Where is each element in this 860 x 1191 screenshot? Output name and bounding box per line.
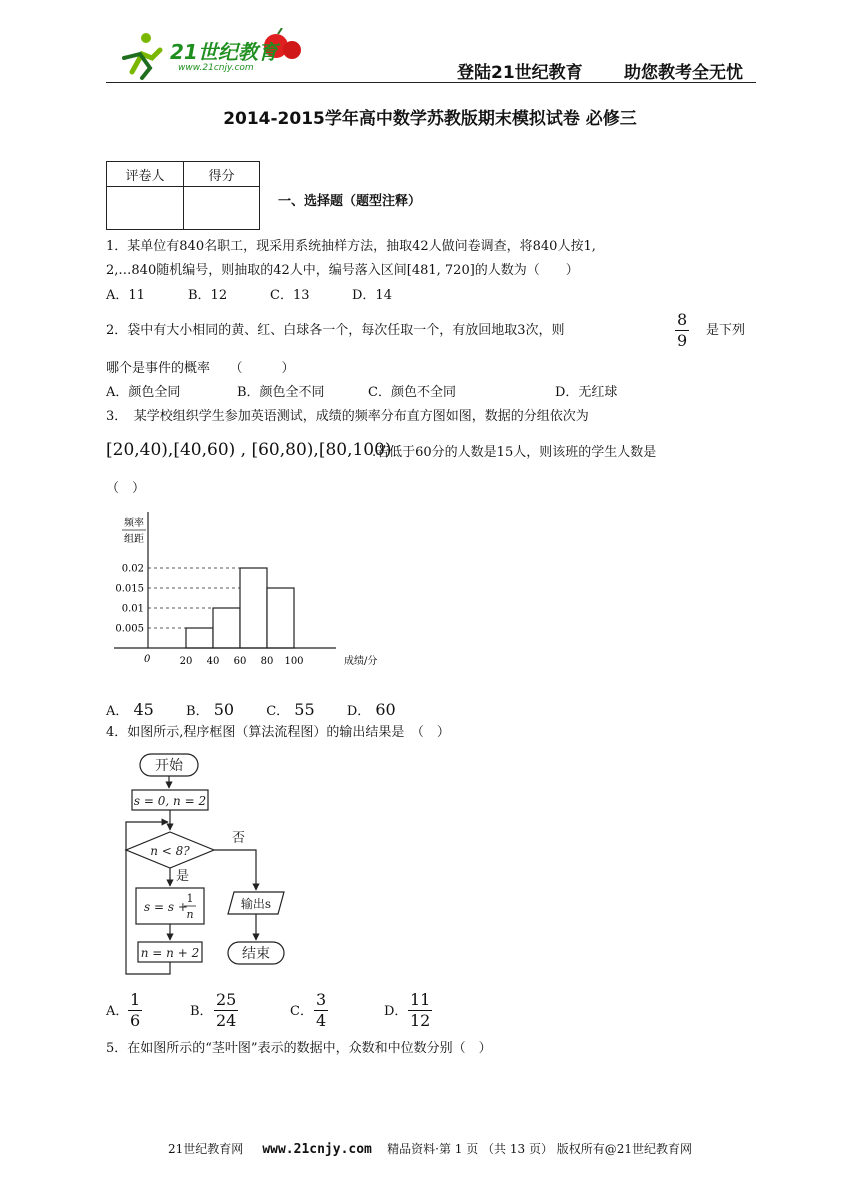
histogram-bar-80-100 <box>267 588 294 648</box>
y-axis-label-top: 频率 <box>124 518 144 529</box>
y-tick-0.01: 0.01 <box>121 603 144 615</box>
q1-option-d: D．14 <box>352 288 392 303</box>
x-axis-label: 成绩/分 <box>344 656 378 667</box>
x-tick-80: 80 <box>260 656 274 667</box>
q4-option-c-label: C． <box>290 1004 313 1019</box>
q4-option-d-label: D． <box>384 1004 408 1019</box>
q3-option-c-value: 55 <box>294 700 315 719</box>
flow-arrow-no <box>214 850 256 890</box>
flow-update-n-label: n = n + 2 <box>140 946 200 960</box>
q4-option-b-num: 25 <box>216 990 237 1009</box>
q2-option-c: C．颜色不全同 <box>368 385 456 400</box>
score-table-header-score: 得分 <box>184 162 260 187</box>
q4-option-b-fraction <box>214 990 238 1031</box>
flow-init-label: s = 0, n = 2 <box>133 794 207 808</box>
logo-url: www.21cnjy.com <box>178 63 254 73</box>
y-tick-0.02: 0.02 <box>121 563 144 575</box>
logo-text: 21世纪教育 <box>170 40 278 64</box>
header-slogan-right: 助您教考全无忧 <box>624 63 743 83</box>
q4-option-b-label: B． <box>190 1004 213 1019</box>
y-tick-0.015: 0.015 <box>115 583 144 595</box>
q3-options <box>106 700 396 721</box>
q2-option-d: D．无红球 <box>555 385 618 400</box>
q4-option-a-fraction <box>128 990 142 1031</box>
origin-label: 0 <box>144 654 151 665</box>
score-table-header-grader: 评卷人 <box>107 162 184 187</box>
q5-text-line1: 5．在如图所示的“茎叶图”表示的数据中，众数和中位数分别（ ） <box>106 1041 492 1056</box>
q2-option-b: B．颜色全不同 <box>237 385 325 400</box>
flow-end-label: 结束 <box>242 946 270 962</box>
section-title: 一、选择题（题型注释） <box>278 194 422 209</box>
q4-option-c-num: 3 <box>316 990 327 1009</box>
q3-text-line2: .若低于60分的人数是15人，则该班的学生人数是 <box>372 445 657 460</box>
q2-text-line2: 哪个是事件的概率 （ ） <box>106 361 295 376</box>
q4-option-b-den: 24 <box>216 1011 237 1030</box>
footer-url[interactable]: www.21cnjy.com <box>262 1142 372 1157</box>
q3-intervals: [20,40),[40,60) , [60,80),[80,100) <box>106 440 392 460</box>
q1-option-b: B．12 <box>188 288 228 303</box>
q1-option-c: C．13 <box>270 288 310 303</box>
x-tick-100: 100 <box>284 656 304 667</box>
q4-option-a-label: A． <box>106 1004 129 1019</box>
page-title: 2014-2015学年高中数学苏教版期末模拟试卷 必修三 <box>223 109 637 129</box>
q4-option-a-den: 6 <box>130 1011 141 1030</box>
q3-text-line3: （ ） <box>106 481 146 496</box>
flow-output-label: 输出s <box>240 897 272 911</box>
score-table <box>106 161 260 230</box>
x-tick-20: 20 <box>179 656 193 667</box>
q3-option-a-value: 45 <box>133 700 154 719</box>
q3-option-b-label: B． <box>186 704 209 719</box>
histogram-bar-40-60 <box>213 608 240 648</box>
y-tick-0.005: 0.005 <box>115 623 144 635</box>
flow-update-s-den: n <box>186 908 194 921</box>
q4-option-c-den: 4 <box>316 1011 327 1030</box>
flowchart <box>118 750 298 980</box>
q1-text-line1: 1．某单位有840名职工，现采用系统抽样方法，抽取42人做问卷调查，将840人按1, <box>106 239 596 254</box>
q2-fraction-den: 9 <box>677 331 688 350</box>
q3-option-d-label: D． <box>346 704 371 719</box>
q2-option-a: A．颜色全同 <box>106 385 181 400</box>
q3-text-line1: 3． 某学校组织学生参加英语测试，成绩的频率分布直方图如图，数据的分组依次为 <box>106 409 589 424</box>
page-footer <box>0 1140 860 1157</box>
q4-option-d-den: 12 <box>410 1011 431 1030</box>
score-table-score-cell <box>184 187 260 230</box>
y-axis-label-bottom: 组距 <box>124 534 144 545</box>
q2-fraction-num: 8 <box>677 310 688 329</box>
flow-yes-label: 是 <box>176 869 190 884</box>
flow-condition-label: n < 8? <box>150 844 190 858</box>
q1-text-line2: 2,…840随机编号，则抽取的42人中，编号落入区间[481, 720]的人数为（ ） <box>106 263 579 278</box>
q3-option-d-value: 60 <box>375 700 396 719</box>
q4-option-d-num: 11 <box>410 990 431 1009</box>
header-slogan-left: 登陆21世纪教育 <box>457 63 583 83</box>
q3-option-a-label: A． <box>106 704 129 719</box>
q4-option-d-fraction <box>408 990 432 1031</box>
histogram-bar-60-80 <box>240 568 267 648</box>
x-tick-60: 60 <box>233 656 247 667</box>
histogram-bar-20-40 <box>186 628 213 648</box>
flow-update-s-label: s = s + <box>144 900 188 914</box>
runner-icon <box>124 33 160 78</box>
score-table-grader-cell <box>107 187 184 230</box>
flow-no-label: 否 <box>232 831 246 846</box>
footer-left: 21世纪教育网 <box>167 1142 244 1156</box>
histogram-chart <box>110 512 410 674</box>
q2-text-line1b: 是下列 <box>706 323 746 338</box>
q1-option-a: A．11 <box>106 288 145 303</box>
q4-text-line1: 4．如图所示,程序框图（算法流程图）的输出结果是 （ ） <box>106 725 450 740</box>
q4-option-a-num: 1 <box>130 990 141 1009</box>
q3-option-b-value: 50 <box>213 700 235 719</box>
q3-option-c-label: C． <box>266 704 290 719</box>
flow-update-s-num: 1 <box>186 892 194 905</box>
header-divider <box>106 82 756 83</box>
footer-right: 精品资料·第 1 页 （共 13 页） 版权所有@21世纪教育网 <box>387 1142 693 1156</box>
q4-option-c-fraction <box>314 990 328 1031</box>
flow-start-label: 开始 <box>155 758 183 774</box>
q2-fraction <box>675 310 689 351</box>
x-tick-40: 40 <box>206 656 220 667</box>
q2-text-line1a: 2．袋中有大小相同的黄、红、白球各一个，每次任取一个，有放回地取3次，则 <box>106 323 565 338</box>
